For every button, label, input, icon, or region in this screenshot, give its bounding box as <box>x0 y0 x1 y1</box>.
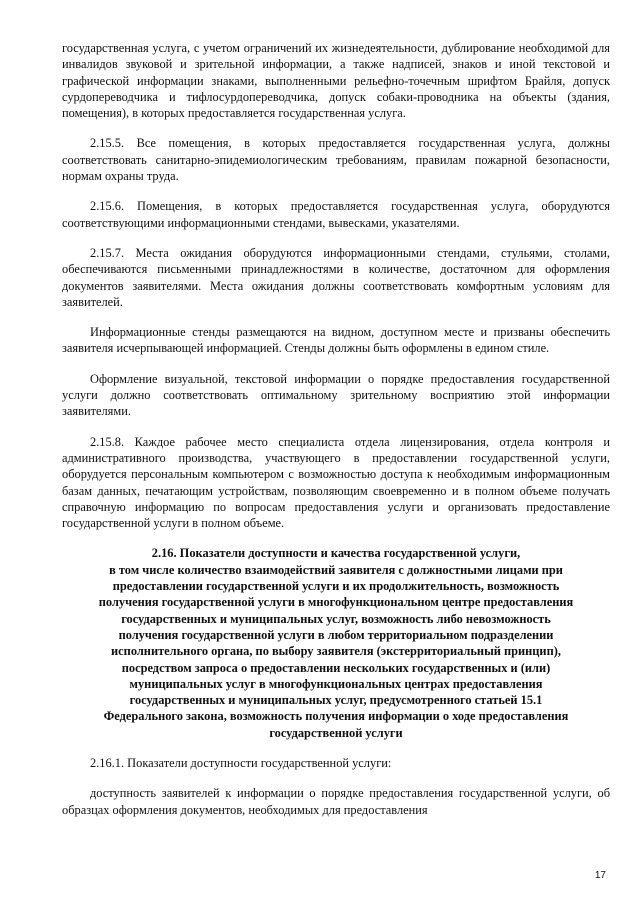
paragraph-2-15-5: 2.15.5. Все помещения, в которых предоставляется государственная услуга, должны соответствовать санитарно-эпидемиологическим требованиям, правилам пожарной безопасности, нормам охраны труда. <box>62 136 610 184</box>
heading-line: получения государственной услуги в любом территориальном подразделении <box>118 627 554 642</box>
heading-line: предоставлении государственной услуги и их продолжительность, возможность <box>112 579 560 594</box>
paragraph-2-16-1: 2.16.1. Показатели доступности государственной услуги: <box>90 755 392 770</box>
paragraph-accessibility: доступность заявителей к информации о порядке предоставления государственной услуги, об образцах оформления документов, необходимых для предоставления <box>62 786 610 817</box>
paragraph-2-15-8: 2.15.8. Каждое рабочее место специалиста отдела лицензирования, отдела контроля и административного производства, участвующего в предоставлении государственной услуги, оборудуется персональным компьютером с возможностью доступа к необходимым информационным базам данных, печатающим устройствам, позволяющим своевременно и в полном объеме получать справочную информацию по вопросам предоставления услуги и организовать предоставление государственной услуги в полном объеме. <box>62 434 610 531</box>
heading-line: Федерального закона, возможность получения информации о ходе предоставления <box>103 709 569 724</box>
paragraph-continuation: государственная услуга, с учетом ограничений их жизнедеятельности, дублирование необходимой для инвалидов звуковой и зрительной информации, а также надписей, знаков и иной текстовой и графической информации знаками, выполненными рельефно-точечным шрифтом Брайля, допуск сурдопереводчика и тифлосурдопереводчика, допуск собаки-проводника на объекты (здания, помещения), в которых предоставляется государственная услуга. <box>62 41 610 121</box>
paragraph-visual-info: Оформление визуальной, текстовой информации о порядке предоставления государственной услуги должно соответствовать оптимальному зрительному восприятию этой информации заявителями. <box>62 371 610 419</box>
heading-line: муниципальных услуг в многофункциональных центрах предоставления <box>129 676 543 691</box>
paragraph-2-15-6: 2.15.6. Помещения, в которых предоставляется государственная услуга, оборудуются соответствующими информационными стендами, вывесками, указателями. <box>62 199 610 230</box>
heading-line: 2.16. Показатели доступности и качества государственной услуги, <box>151 546 521 561</box>
heading-line: исполнительного органа, по выбору заявителя (экстерриториальный принцип), <box>111 644 561 659</box>
heading-line: государственной услуги <box>269 725 403 740</box>
heading-line: в том числе количество взаимодействий заявителя с должностными лицами при <box>109 562 563 577</box>
heading-line: получения государственной услуги в многофункциональном центре предоставления <box>98 595 574 610</box>
paragraph-2-15-7: 2.15.7. Места ожидания оборудуются информационными стендами, стульями, столами, обеспечиваются письменными принадлежностями в количестве, достаточном для оформления документов заявителями. Места ожидания должны соответствовать комфортным условиям для заявителей. <box>62 245 610 309</box>
paragraph-info-stands: Информационные стенды размещаются на видном, доступном месте и призваны обеспечить заявителя исчерпывающей информацией. Стенды должны быть оформлены в едином стиле. <box>62 325 610 356</box>
page-number: 17 <box>594 870 606 881</box>
heading-line: государственных и муниципальных услуг, предусмотренного статьей 15.1 <box>129 693 543 708</box>
heading-line: государственных и муниципальных услуг, возможность либо невозможность <box>121 611 551 626</box>
heading-line: посредством запроса о предоставлении нескольких государственных и (или) <box>121 660 551 675</box>
document-page <box>62 40 610 832</box>
section-heading-2-16 <box>62 545 610 741</box>
